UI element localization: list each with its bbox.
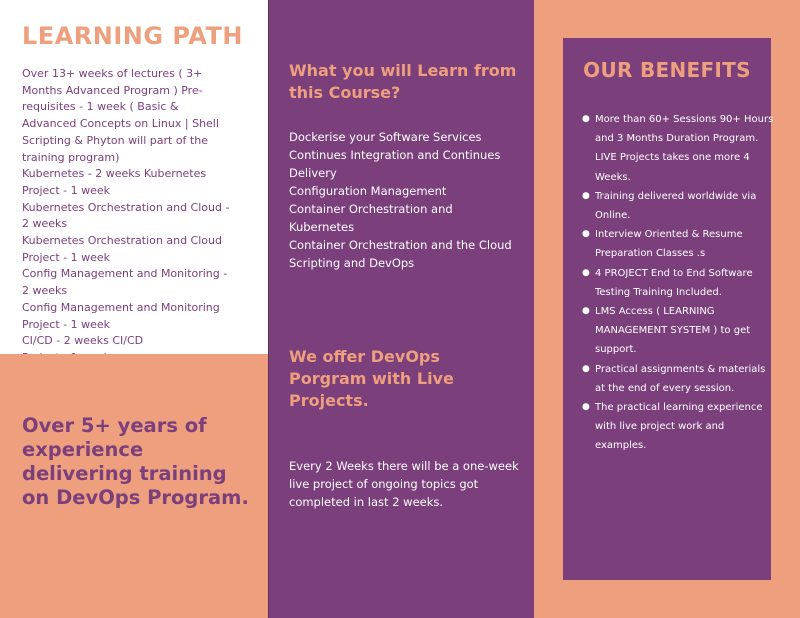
course-panel — [268, 0, 535, 618]
topic-item: Continues Integration and Continues Delivery — [289, 148, 501, 180]
benefits-list — [577, 110, 775, 456]
benefit-item: ● 4 PROJECT End to End Software Testing Training Included. — [595, 264, 775, 302]
bullet-icon: ● — [582, 267, 590, 278]
benefit-item: ● Training delivered worldwide via Online. — [595, 187, 775, 225]
bullet-icon: ● — [582, 114, 590, 124]
bullet-icon: ● — [582, 229, 590, 240]
learning-path-line: Kubernetes - 2 weeks Kubernetes Project - 1 week — [22, 167, 207, 197]
benefits-panel — [534, 0, 800, 618]
learning-path-line: Over 13+ weeks of lectures ( 3+ Months Advanced Program ) Pre-requisites - 1 week ( Basic & Advanced Concepts on Linux | Shell Scripting & Phyton will part of the training program) — [22, 67, 219, 164]
benefit-item: ● Interview Oriented & Resume Preparation Classes .s — [595, 225, 775, 263]
bullet-icon: ● — [582, 190, 590, 201]
bullet-icon: ● — [582, 306, 590, 317]
learning-path-line: Config Management and Monitoring - 2 weeks — [22, 267, 228, 298]
topics-list — [289, 128, 521, 272]
topic-item: Container Orchestration and the Cloud Scripting and DevOps — [289, 238, 512, 270]
topic-item: Configuration Management — [289, 184, 447, 198]
what-you-will-learn-heading: What you will Learn from this Course? — [289, 61, 517, 102]
learning-path-panel — [0, 0, 268, 618]
benefits-box — [563, 38, 774, 580]
benefits-title: OUR BENEFITS — [583, 58, 751, 82]
learning-path-line: CI/CD - 2 weeks CI/CD — [22, 334, 144, 348]
learning-path-list — [22, 66, 236, 367]
bullet-icon: ● — [582, 363, 590, 374]
benefit-item: ● More than 60+ Sessions 90+ Hours and 3 Months Duration Program. LIVE Projects takes one more 4 Weeks. — [595, 110, 775, 187]
benefit-item: ● Practical assignments & materials at the end of every session. — [595, 360, 775, 398]
live-projects-paragraph: Every 2 Weeks there will be a one-week live project of ongoing topics got completed in last 2 weeks. — [289, 459, 519, 509]
benefit-item: ● The practical learning experience with live project work and examples. — [595, 398, 775, 456]
benefit-item: ● LMS Access ( LEARNING MANAGEMENT SYSTEM ) to get support. — [595, 302, 775, 360]
topic-item: Container Orchestration and Kubernetes — [289, 202, 453, 234]
learning-path-line: Kubernetes Orchestration and Cloud - 2 weeks — [22, 200, 230, 231]
bullet-icon: ● — [582, 402, 590, 413]
learning-path-line: Kubernetes Orchestration and Cloud Project - 1 week — [22, 234, 222, 264]
live-projects-heading: We offer DevOps Porgram with Live Projects. — [289, 347, 454, 410]
topic-item: Dockerise your Software Services — [289, 130, 482, 144]
learning-path-section — [0, 0, 268, 354]
learning-path-line: Config Management and Monitoring Project - 1 week — [22, 300, 220, 331]
experience-statement: Over 5+ years of experience delivering training on DevOps Program. — [22, 414, 249, 509]
learning-path-title: LEARNING PATH — [22, 22, 243, 50]
